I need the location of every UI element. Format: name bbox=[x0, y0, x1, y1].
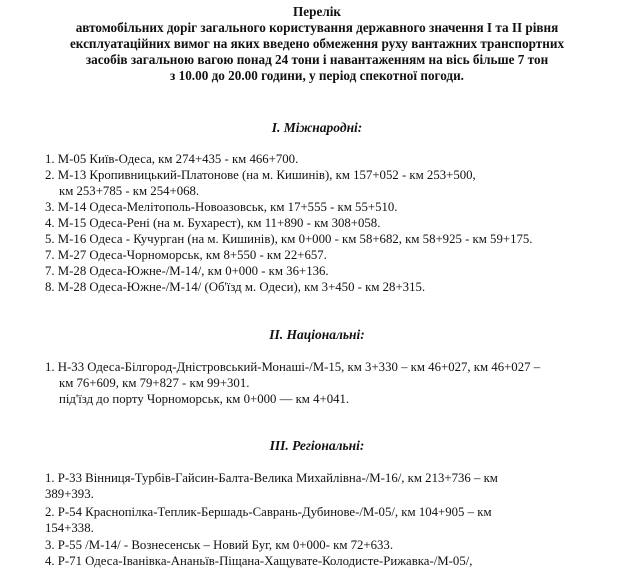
section-title-national: ІІ. Національні: bbox=[269, 327, 365, 342]
document-heading bbox=[0, 4, 634, 84]
road-item-continuation: 389+393. bbox=[45, 487, 94, 501]
road-item: 1. Р-33 Вінниця-Турбів-Гайсин-Балта-Велика Михайлівна-/М-16/, км 213+736 – км bbox=[45, 471, 498, 485]
road-item: 5. М-16 Одеса - Кучурган (на м. Кишинів), км 0+000 - км 58+682, км 58+925 - км 59+175. bbox=[45, 232, 533, 246]
heading-line-5: з 10.00 до 20.00 години, у період спекотної погоди. bbox=[170, 68, 464, 83]
section-title-regional: ІІІ. Регіональні: bbox=[269, 438, 365, 453]
road-item: 2. Р-54 Краснопілка-Теплик-Бершадь-Саврань-Дубинове-/М-05/, км 104+905 – км bbox=[45, 505, 492, 519]
road-item: 1. Н-33 Одеса-Білгород-Дністровський-Монаші-/М-15, км 3+330 – км 46+027, км 46+027 – bbox=[45, 360, 541, 374]
road-item: 7. М-27 Одеса-Чорноморськ, км 8+550 - км 22+657. bbox=[45, 248, 327, 262]
road-item: 7. М-28 Одеса-Южне-/М-14/, км 0+000 - км 36+136. bbox=[45, 264, 329, 278]
road-item: 3. Р-55 /М-14/ - Вознесенськ – Новий Буг, км 0+000- км 72+633. bbox=[45, 538, 394, 552]
road-item: 4. М-15 Одеса-Рені (на м. Бухарест), км 11+890 - км 308+058. bbox=[45, 216, 381, 230]
heading-line-4: засобів загальною вагою понад 24 тони і навантаженням на вісь більше 7 тон bbox=[85, 52, 549, 67]
road-item: 2. М-13 Кропивницький-Платонове (на м. Кишинів), км 157+052 - км 253+500, bbox=[45, 168, 476, 182]
heading-line-3: експлуатаційних вимог на яких введено обмеження руху вантажних транспортних bbox=[69, 36, 565, 51]
road-item-continuation: під'їзд до порту Чорноморськ, км 0+000 — км 4+041. bbox=[59, 392, 350, 406]
heading-line-2: автомобільних доріг загального користування державного значення І та ІІ рівня bbox=[75, 20, 559, 35]
road-item-continuation: км 76+609, км 79+827 - км 99+301. bbox=[59, 376, 250, 390]
heading-line-1: Перелік bbox=[293, 4, 341, 19]
road-item: 4. Р-71 Одеса-Іванівка-Ананьїв-Піщана-Хащувате-Колодисте-Рижавка-/М-05/, bbox=[45, 554, 473, 568]
road-item: 8. М-28 Одеса-Южне-/М-14/ (Об'їзд м. Одеси), км 3+450 - км 28+315. bbox=[45, 280, 426, 294]
section-title-international: І. Міжнародні: bbox=[271, 120, 363, 135]
road-item: 3. М-14 Одеса-Мелітополь-Новоазовськ, км 17+555 - км 55+510. bbox=[45, 200, 398, 214]
road-item-continuation: км 253+785 - км 254+068. bbox=[59, 184, 200, 198]
road-item-continuation: 154+338. bbox=[45, 521, 94, 535]
road-item: 1. М-05 Київ-Одеса, км 274+435 - км 466+700. bbox=[45, 152, 299, 166]
